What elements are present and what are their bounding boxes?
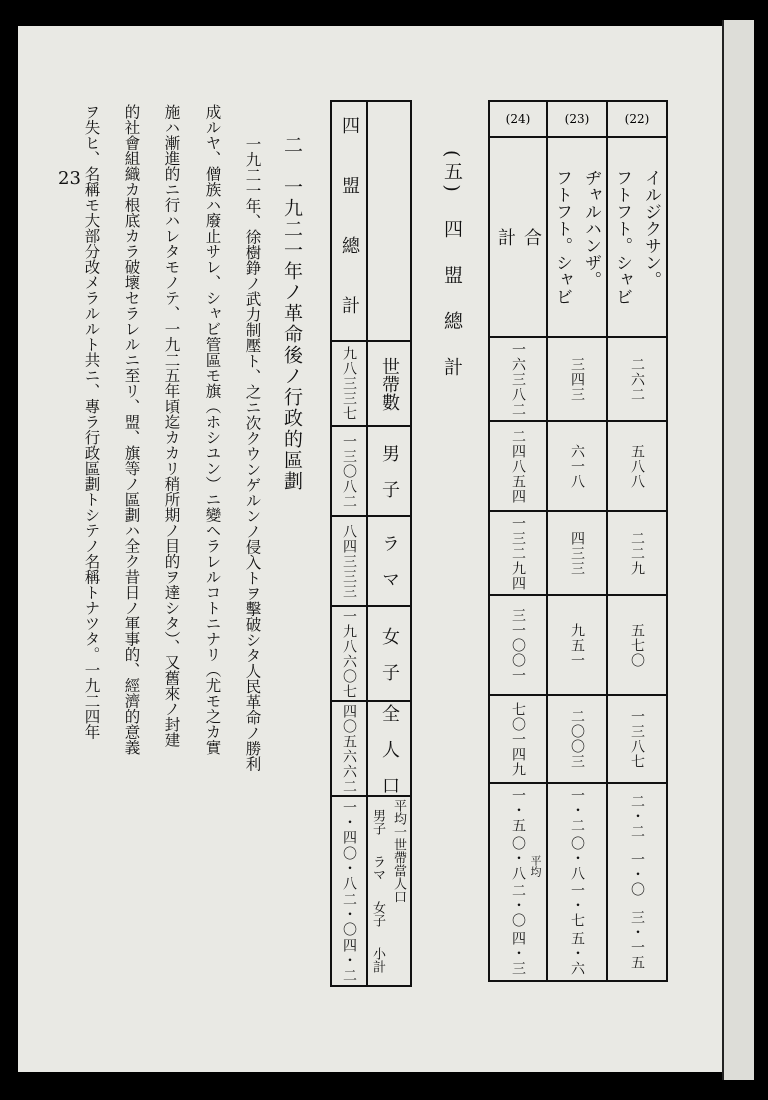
value-cell: 二〇〇三 [569, 709, 585, 769]
value-cell: 四・三 [510, 930, 526, 976]
value-cell: 四三三 [569, 530, 585, 576]
value-cell: 一三八七 [629, 709, 645, 769]
value-cell: 〇・八 [510, 835, 526, 881]
average-label: 平均 [529, 855, 542, 877]
col-header-households: 世帶數 [379, 356, 400, 411]
average-values [332, 799, 366, 983]
average-values [608, 787, 666, 977]
value-cell: 三・一五 [629, 910, 645, 971]
col-header-population: 全 人 口 [379, 703, 400, 794]
row-name-part: 計 [495, 228, 516, 246]
row-name-part: イルジクサン。 [641, 169, 661, 288]
total-population: 四〇五六六二 [341, 703, 357, 794]
avg-col-subtotal: 小計 [370, 947, 385, 973]
value-cell: 一・七 [569, 883, 585, 929]
average-values [548, 787, 606, 977]
value-cell: 五・六 [569, 930, 585, 976]
avg-col-lama: ラマ [370, 855, 385, 881]
col-header-male: 男 子 [379, 444, 400, 498]
value-cell: 九五一 [569, 622, 585, 668]
totals-table [330, 100, 412, 987]
row-number: (24) [505, 112, 531, 126]
value-cell: 一・〇 [629, 851, 645, 897]
section-five-title: (五) 四 盟 總 計 [441, 150, 463, 380]
avg-col-male: 男子 [370, 809, 385, 835]
value-cell: 一六三八二 [510, 341, 526, 417]
avg-lama: 〇・八 [341, 845, 357, 891]
body-line-5: ヲ失ヒ、名稱モ大部分改メラルルト共ニ、專ラ行政區劃トシテノ名稱トナツタ。一九二四年 [82, 104, 101, 740]
body-line-4: 的社會組織カ根底カラ破壞セラレルニ至リ、盟、旗等ノ區劃ハ全ク昔日ノ軍事的、經濟的意義 [122, 104, 141, 755]
value-cell: 二四八五四 [510, 428, 526, 504]
value-cell: 五七〇 [629, 622, 645, 668]
value-cell: 六一八 [569, 443, 585, 489]
average-header [368, 799, 410, 983]
value-cell: 三一〇〇一 [510, 607, 526, 683]
total-male: 一三〇八二 [341, 433, 357, 509]
row-name-part: ヂャルハンザ。 [581, 169, 601, 288]
avg-male: 一・四 [341, 799, 357, 845]
value-cell: 〇・八 [569, 835, 585, 881]
avg-subtotal: 四・二 [341, 937, 357, 983]
value-cell: 一三二九四 [510, 515, 526, 591]
avg-header-label: 平均一世帶當人口 [391, 799, 406, 903]
page-number: 23 [58, 168, 81, 189]
row-name-total [492, 157, 544, 317]
row-number: (23) [564, 112, 590, 126]
row-name [548, 169, 606, 305]
body-line-1: 一九二一年、徐樹錚ノ武力制壓ト、之ニ次クウンゲルンノ侵入トヲ擊破シタ人民革命ノ勝利 [243, 136, 262, 772]
section-heading: 二 一九二一年ノ革命後ノ行政的區劃 [281, 135, 303, 492]
avg-subcolumns [368, 799, 387, 983]
row-name [608, 169, 666, 305]
value-cell: 七〇一四九 [510, 701, 526, 777]
body-line-3: 施ハ漸進的ニ行ハレタモノテ、一九二五年頃迄カカリ稍所期ノ目的ヲ達シタ）、又舊來ノ封建 [162, 104, 181, 748]
value-cell: 二・二 [629, 793, 645, 839]
body-line-2: 成ルヤ、僧族ハ廢止サレ、シャビ管區モ旗（ホシユン）ニ變ヘラレルコトニナリ（尤モ之カ實 [203, 104, 222, 755]
row-name-part: フトフト。シャビ [612, 169, 632, 305]
upper-table [488, 100, 668, 982]
total-households: 九八三三七 [341, 346, 357, 421]
value-cell: 二六二 [629, 356, 645, 402]
book-spine [722, 20, 754, 1080]
total-female: 一九八六〇七 [341, 608, 357, 699]
row-number: (22) [624, 112, 650, 126]
value-cell: 一・五 [510, 788, 526, 834]
value-cell: 二二九 [629, 530, 645, 576]
col-header-female: 女 子 [379, 626, 400, 681]
avg-female: 二・〇 [341, 891, 357, 937]
avg-col-female: 女子 [370, 901, 385, 927]
value-cell: 二・〇 [510, 883, 526, 929]
value-cell: 三四三 [569, 356, 585, 402]
total-lama: 八四三三三 [341, 523, 357, 599]
col-header-lama: ラ マ [379, 534, 400, 588]
row-name-part: フトフト。シャビ [552, 169, 572, 305]
value-cell: 一・二 [569, 788, 585, 834]
totals-header: 四 盟 總 計 [339, 116, 360, 326]
average-values [490, 787, 546, 977]
value-cell: 五八八 [629, 443, 645, 489]
row-name-part: 合 [521, 228, 542, 246]
